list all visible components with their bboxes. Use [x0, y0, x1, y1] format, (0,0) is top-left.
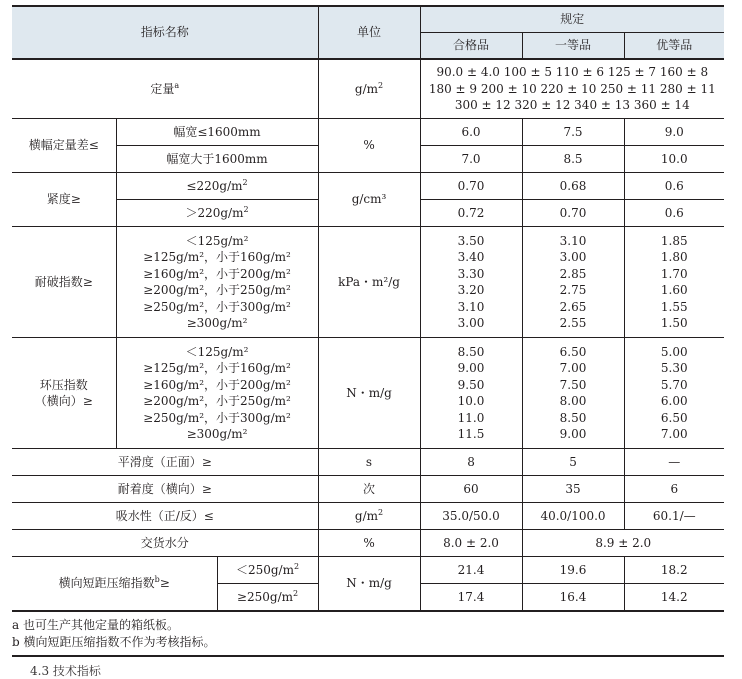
- tightness-cond: $>220g/m^2$: [116, 200, 318, 227]
- cell: 0.6: [624, 200, 724, 227]
- grammage-values: 90.0 ± 4.0 100 ± 5 110 ± 6 125 ± 7 160 ± 8 180 ± 9 200 ± 10 220 ± 10 250 ± 11 280 ± 11 300 ± 12 320 ± 12 340 ± 13 360 ± 14: [420, 59, 724, 119]
- cell: 21.4: [420, 557, 522, 584]
- cell: 7.5: [522, 119, 624, 146]
- tightness-cond: $\le 220g/m^2$: [116, 173, 318, 200]
- cell: 35.0/50.0: [420, 503, 522, 530]
- cell: 7.0: [420, 146, 522, 173]
- sct-cond: $<250g/m^2$: [217, 557, 318, 584]
- cell: 14.2: [624, 584, 724, 612]
- cross-diff-cond: 幅宽大于1600mm: [116, 146, 318, 173]
- cell: 8.5: [522, 146, 624, 173]
- moisture-unit: %: [318, 530, 420, 557]
- table-row: [12, 119, 724, 146]
- absorb-label: 吸水性（正/反）≤: [12, 503, 318, 530]
- cell: 8.9 ± 2.0: [522, 530, 724, 557]
- table-row: [12, 476, 724, 503]
- cross-diff-cond: 幅宽≤1600mm: [116, 119, 318, 146]
- burst-conds: ＜125g/m² ≥125g/m²，小于160g/m² ≥160g/m²，小于200g/m² ≥200g/m²，小于250g/m² ≥250g/m²，小于300g/m² ≥300g/m²: [116, 227, 318, 338]
- moisture-label: 交货水分: [12, 530, 318, 557]
- folding-label: 耐着度（横向）≥: [12, 476, 318, 503]
- burst-grade2: 3.10 3.00 2.85 2.75 2.65 2.55: [522, 227, 624, 338]
- ring-unit: N・m/g: [318, 338, 420, 449]
- cell: 5: [522, 449, 624, 476]
- absorb-unit: $g/m^2$: [318, 503, 420, 530]
- burst-unit: kPa・m²/g: [318, 227, 420, 338]
- cell: 9.0: [624, 119, 724, 146]
- footnote-a: a 也可生产其他定量的箱纸板。: [12, 618, 179, 632]
- footnote-b: b 横向短距压缩指数不作为考核指标。: [12, 634, 216, 649]
- grammage-label: 定量$^a$: [12, 59, 318, 119]
- header-spec: 规定: [420, 6, 724, 33]
- cell: 8.0 ± 2.0: [420, 530, 522, 557]
- table-row: [12, 227, 724, 338]
- ring-grade3: 5.00 5.30 5.70 6.00 6.50 7.00: [624, 338, 724, 449]
- cell: 6.0: [420, 119, 522, 146]
- table-row: [12, 530, 724, 557]
- tightness-label: 紧度≥: [12, 173, 116, 227]
- spec-table-wrapper: [12, 5, 724, 650]
- cell: 17.4: [420, 584, 522, 612]
- ring-grade2: 6.50 7.00 7.50 8.00 8.50 9.00: [522, 338, 624, 449]
- cell: 0.72: [420, 200, 522, 227]
- cell: 6: [624, 476, 724, 503]
- cell: 0.68: [522, 173, 624, 200]
- footnotes: [12, 612, 724, 650]
- cross-diff-unit: %: [318, 119, 420, 173]
- header-indicator: 指标名称: [12, 6, 318, 59]
- cell: 0.6: [624, 173, 724, 200]
- smoothness-unit: s: [318, 449, 420, 476]
- cell: 19.6: [522, 557, 624, 584]
- grammage-unit: $g/m^2$: [318, 59, 420, 119]
- cell: 0.70: [420, 173, 522, 200]
- cell: 8: [420, 449, 522, 476]
- header-grade-first: 一等品: [522, 33, 624, 60]
- cell: 60: [420, 476, 522, 503]
- table-row: [12, 449, 724, 476]
- table-row: [12, 503, 724, 530]
- table-row: [12, 557, 724, 584]
- header-unit: 单位: [318, 6, 420, 59]
- burst-grade3: 1.85 1.80 1.70 1.60 1.55 1.50: [624, 227, 724, 338]
- spec-table: [12, 5, 724, 612]
- ring-label: 环压指数 （横向）≥: [12, 338, 116, 449]
- ring-conds: ＜125g/m² ≥125g/m²，小于160g/m² ≥160g/m²，小于200g/m² ≥200g/m²，小于250g/m² ≥250g/m²，小于300g/m² ≥300g/m²: [116, 338, 318, 449]
- cell: 0.70: [522, 200, 624, 227]
- header-grade-qualified: 合格品: [420, 33, 522, 60]
- cell: 18.2: [624, 557, 724, 584]
- footnote-rule: [12, 655, 724, 657]
- table-row: [12, 173, 724, 200]
- next-section-heading: 4.3 技术指标: [30, 664, 101, 678]
- folding-unit: 次: [318, 476, 420, 503]
- cell: 60.1/—: [624, 503, 724, 530]
- sct-label: 横向短距压缩指数$^b$≥: [12, 557, 217, 612]
- tightness-unit: g/cm³: [318, 173, 420, 227]
- table-row: [12, 338, 724, 449]
- cell: 10.0: [624, 146, 724, 173]
- cell: —: [624, 449, 724, 476]
- burst-label: 耐破指数≥: [12, 227, 116, 338]
- table-row: [12, 59, 724, 119]
- sct-cond: $\ge 250g/m^2$: [217, 584, 318, 612]
- cell: 35: [522, 476, 624, 503]
- ring-grade1: 8.50 9.00 9.50 10.0 11.0 11.5: [420, 338, 522, 449]
- cell: 16.4: [522, 584, 624, 612]
- cell: 40.0/100.0: [522, 503, 624, 530]
- cross-diff-label: 横幅定量差≤: [12, 119, 116, 173]
- burst-grade1: 3.50 3.40 3.30 3.20 3.10 3.00: [420, 227, 522, 338]
- sct-unit: N・m/g: [318, 557, 420, 612]
- header-grade-superior: 优等品: [624, 33, 724, 60]
- smoothness-label: 平滑度（正面）≥: [12, 449, 318, 476]
